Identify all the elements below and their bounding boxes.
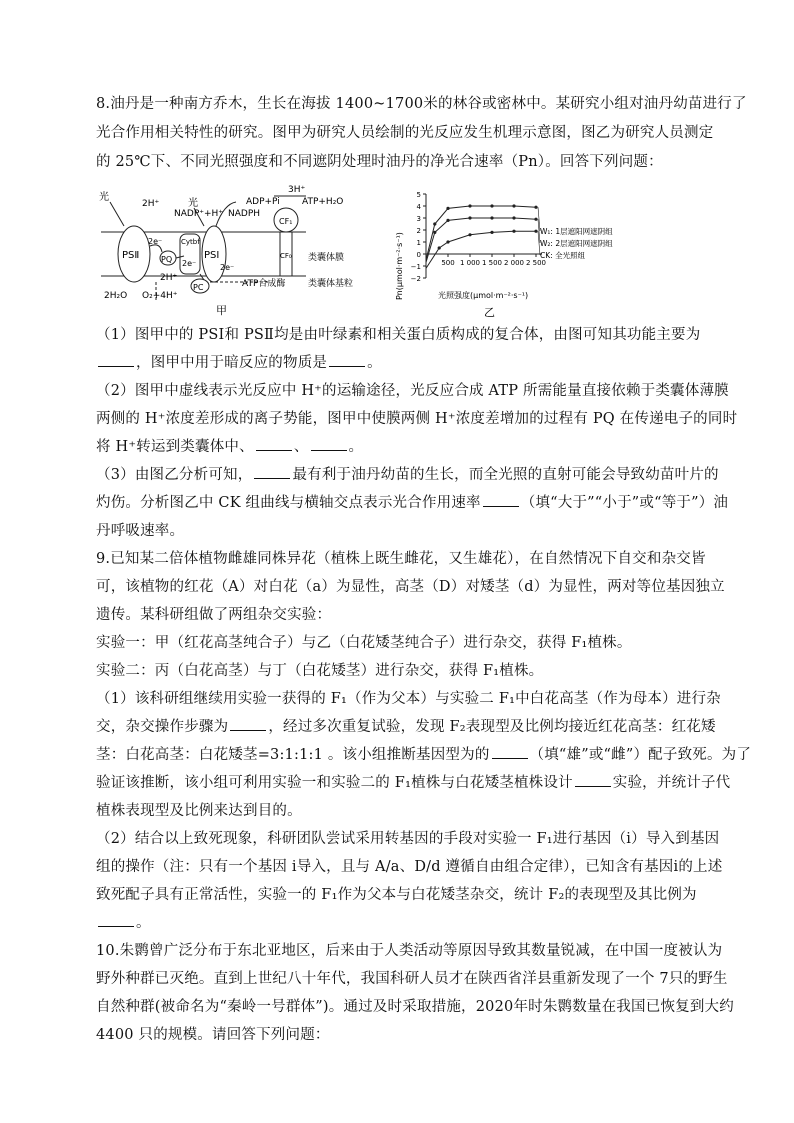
fig-b-ylabel: Pn(μmol·m⁻²·s⁻¹) <box>395 232 404 300</box>
q9-line-2: 可，该植物的红花（A）对白花（a）为显性，高茎（D）对矮茎（d）为显性，两对等位基因独立 <box>96 579 725 595</box>
answer-blank[interactable] <box>98 354 134 367</box>
figures <box>96 182 616 322</box>
data-point <box>512 204 515 207</box>
fig-a-h2o: 2H₂O <box>104 291 128 301</box>
data-point <box>468 233 471 236</box>
fig-a-atpase: ATP合成酶 <box>242 279 286 289</box>
y-tick-label: −2 <box>410 275 421 283</box>
q8-s3-line-c: 丹呼吸速率。 <box>96 523 185 539</box>
q8-s3-text-c: 灼伤。分析图乙中 CK 组曲线与横轴交点表示光合作用速率 <box>96 495 481 511</box>
fig-b-legend-w1: W₁: 1层遮阳网遮阴组 <box>540 227 613 236</box>
y-tick-label: 3 <box>416 215 421 223</box>
q9-s2-line-c: 致死配子具有正常活性，实验一的 F₁作为父本与白花矮茎杂交，统计 F₂的表现型及其比例为 <box>96 887 697 903</box>
fig-b-legend-w2: W₂: 2层遮阳网遮阴组 <box>540 239 613 248</box>
figure-a-diagram <box>96 182 396 322</box>
q9-s1-line-e: 植株表现型及比例来达到目的。 <box>96 803 302 819</box>
fig-a-cytbf: Cytbf <box>181 238 200 246</box>
fig-a-atp: ATP+H₂O <box>302 197 344 207</box>
fig-a-pq: PQ <box>161 255 173 264</box>
q9-s1-text-b: ，经过多次重复试验，发现 F₂表现型及比例均接近红花高茎：红花矮 <box>268 719 716 735</box>
q8-s3-text-a: （3）由图乙分析可知， <box>96 467 253 483</box>
data-point <box>468 216 471 219</box>
q9-line-1: 9.已知某二倍体植物雌雄同株异花（植株上既生雌花，又生雄花），在自然情况下自交和杂交皆 <box>96 551 706 567</box>
data-point <box>490 231 493 234</box>
fig-a-cf1: CF₁ <box>279 217 293 226</box>
q9-s1-line-c <box>96 746 751 764</box>
fig-a-e1: 2e⁻ <box>148 237 163 246</box>
y-tick-label: 0 <box>416 251 421 259</box>
answer-blank[interactable] <box>329 354 365 367</box>
q9-s1-text-c: 茎：白花高茎：白花矮茎=3:1:1:1 。该小组推断基因型为的 <box>96 747 490 763</box>
q9-s1-text-f: 实验，并统计子代 <box>612 775 731 791</box>
answer-blank[interactable] <box>492 746 528 759</box>
x-tick-label: 500 <box>441 259 455 267</box>
fig-a-e2: 2e⁻ <box>182 259 197 268</box>
q8-s2-text: 将 H⁺转运到类囊体中、 <box>96 439 254 455</box>
q8-s3-line-a <box>96 466 719 484</box>
q8-s2-end: 。 <box>348 439 364 455</box>
q10-line-3: 自然种群(被命名为“秦岭一号群体”)。通过及时采取措施，2020年时朱鹮数量在我国已恢复到大约 <box>96 999 734 1015</box>
data-point <box>446 219 449 222</box>
q8-s1-text: ，图甲中用于暗反应的物质是 <box>136 355 328 371</box>
x-tick-label: 2 000 <box>503 259 525 267</box>
fig-b-legend-ck: CK: 全光照组 <box>540 251 586 260</box>
q8-s1-end: 。 <box>367 355 382 371</box>
data-point <box>490 204 493 207</box>
data-point <box>534 218 537 221</box>
q8-s2-line-b: 两侧的 H⁺浓度差形成的离子势能，图甲中使膜两侧 H⁺浓度差增加的过程有 PQ 在传递电子的同时 <box>96 411 738 427</box>
q9-s1-text-e: 验证该推断，该小组可利用实验一和实验二的 F₁植株与白花矮茎植株设计 <box>96 775 573 791</box>
data-point <box>512 216 515 219</box>
q9-line-3: 遗传。某科研组做了两组杂交实验： <box>96 607 332 623</box>
series-line <box>426 206 536 260</box>
answer-blank[interactable] <box>575 774 611 787</box>
answer-blank[interactable] <box>311 438 347 451</box>
q10-line-4: 4400 只的规模。请回答下列问题： <box>96 1027 330 1043</box>
q10-line-2: 野外种群已灭绝。直到上世纪八十年代，我国科研人员才在陕西省洋县重新发现了一个 7只的野生 <box>96 971 728 987</box>
answer-blank[interactable] <box>230 718 266 731</box>
q9-s1-line-b <box>96 718 716 736</box>
q8-s2-line-c <box>96 438 363 456</box>
x-tick-label: 1 500 <box>481 259 503 267</box>
data-point <box>512 230 515 233</box>
q8-line-1: 8.油丹是一种南方乔木，生长在海拔 1400~1700米的林谷或密林中。某研究小组对油丹幼苗进行了 <box>96 96 747 112</box>
fig-a-h2a: 2H⁺ <box>142 199 160 209</box>
y-tick-label: 4 <box>416 203 421 211</box>
q9-experiment-2: 实验二：丙（白花高茎）与丁（白花矮茎）进行杂交，获得 F₁植株。 <box>96 663 544 679</box>
fig-a-h2b: 2H⁺ <box>160 273 178 283</box>
q8-s3-text-d: （填“大于”“小于”或“等于”）油 <box>520 495 729 511</box>
series-line <box>426 218 536 262</box>
data-point <box>446 240 449 243</box>
data-point <box>433 222 436 225</box>
answer-blank[interactable] <box>98 914 134 927</box>
q9-s1-line-d <box>96 774 730 792</box>
y-tick-label: 5 <box>416 191 421 199</box>
q9-s1-line-a: （1）该科研组继续用实验一获得的 F₁（作为父本）与实验二 F₁中白花高茎（作为母本）进行杂 <box>96 691 721 707</box>
data-point <box>433 231 436 234</box>
q9-s1-text-a: 交，杂交操作步骤为 <box>96 719 229 735</box>
fig-a-cf0: CF₀ <box>280 252 292 260</box>
y-tick-label: 1 <box>416 239 421 247</box>
fig-b-caption: 乙 <box>484 306 495 319</box>
q8-s1-line-a: （1）图甲中的 PSⅠ和 PSⅡ均是由叶绿素和相关蛋白质构成的复合体，由图可知其功能主要为 <box>96 327 701 343</box>
data-point <box>490 216 493 219</box>
answer-blank[interactable] <box>483 494 519 507</box>
data-point <box>438 246 441 249</box>
fig-a-stroma: 类囊体基粒 <box>308 279 354 289</box>
q10-line-1: 10.朱鹮曾广泛分布于东北亚地区，后来由于人类活动等原因导致其数量锐减，在中国一度被认为 <box>96 943 723 959</box>
fig-a-light2: 光 <box>188 198 198 209</box>
q9-s1-text-d: （填“雄”或“雌”）配子致死。为了 <box>529 747 752 763</box>
fig-a-caption: 甲 <box>216 304 227 317</box>
fig-a-psi: PSⅠ <box>204 250 220 261</box>
fig-a-membrane: 类囊体膜 <box>308 253 345 263</box>
fig-b-xlabel: 光照强度(μmol·m⁻²·s⁻¹) <box>438 291 529 300</box>
q9-experiment-1: 实验一：甲（红花高茎纯合子）与乙（白花矮茎纯合子）进行杂交，获得 F₁植株。 <box>96 635 632 651</box>
fig-a-psii: PSⅡ <box>122 250 140 261</box>
q9-s2-line-a: （2）结合以上致死现象，科研团队尝试采用转基因的手段对实验一 F₁进行基因（i）导入到基因 <box>96 831 720 847</box>
data-point <box>446 207 449 210</box>
x-tick-label: 1 000 <box>459 259 481 267</box>
answer-blank[interactable] <box>254 466 290 479</box>
fig-a-o2: O₂+4H⁺ <box>142 291 178 301</box>
q9-s2-line-d <box>96 914 151 932</box>
figure-b-chart <box>394 182 614 322</box>
q8-s1-line-b <box>96 354 382 372</box>
data-point <box>534 206 537 209</box>
fig-a-adp: ADP+Pi <box>246 197 280 207</box>
fig-a-nadph: NADPH <box>228 209 261 219</box>
q8-line-2: 光合作用相关特性的研究。图甲为研究人员绘制的光反应发生机理示意图，图乙为研究人员测定 <box>96 125 714 141</box>
y-tick-label: −1 <box>410 263 421 271</box>
answer-blank[interactable] <box>256 438 292 451</box>
fig-a-pc: PC <box>193 283 204 292</box>
q8-s2-line-a: （2）图甲中虚线表示光反应中 H⁺的运输途径，光反应合成 ATP 所需能量直接依赖于类囊体薄膜 <box>96 383 729 399</box>
q8-s3-text-b: 最有利于油丹幼苗的生长，而全光照的直射可能会导致幼苗叶片的 <box>292 467 719 483</box>
fig-a-nadp: NADP⁺+H⁺ <box>174 209 224 219</box>
fig-a-e3: 2e⁻ <box>220 263 235 272</box>
data-point <box>468 204 471 207</box>
fig-a-h3: 3H⁺ <box>288 185 306 195</box>
fig-a-light1: 光 <box>99 192 109 203</box>
q8-s3-line-b <box>96 494 728 512</box>
data-point <box>534 230 537 233</box>
q9-s2-end: 。 <box>136 915 151 931</box>
q9-s2-line-b: 组的操作（注：只有一个基因 i导入，且与 A/a、D/d 遵循自由组合定律），已知含有基因i的上述 <box>96 859 723 875</box>
q8-s2-sep: 、 <box>293 439 309 455</box>
q8-line-3: 的 25℃下、不同光照强度和不同遮阴处理时油丹的净光合速率（Pn）。回答下列问题： <box>96 154 663 170</box>
x-tick-label: 2 500 <box>525 259 547 267</box>
y-tick-label: 2 <box>416 227 421 235</box>
